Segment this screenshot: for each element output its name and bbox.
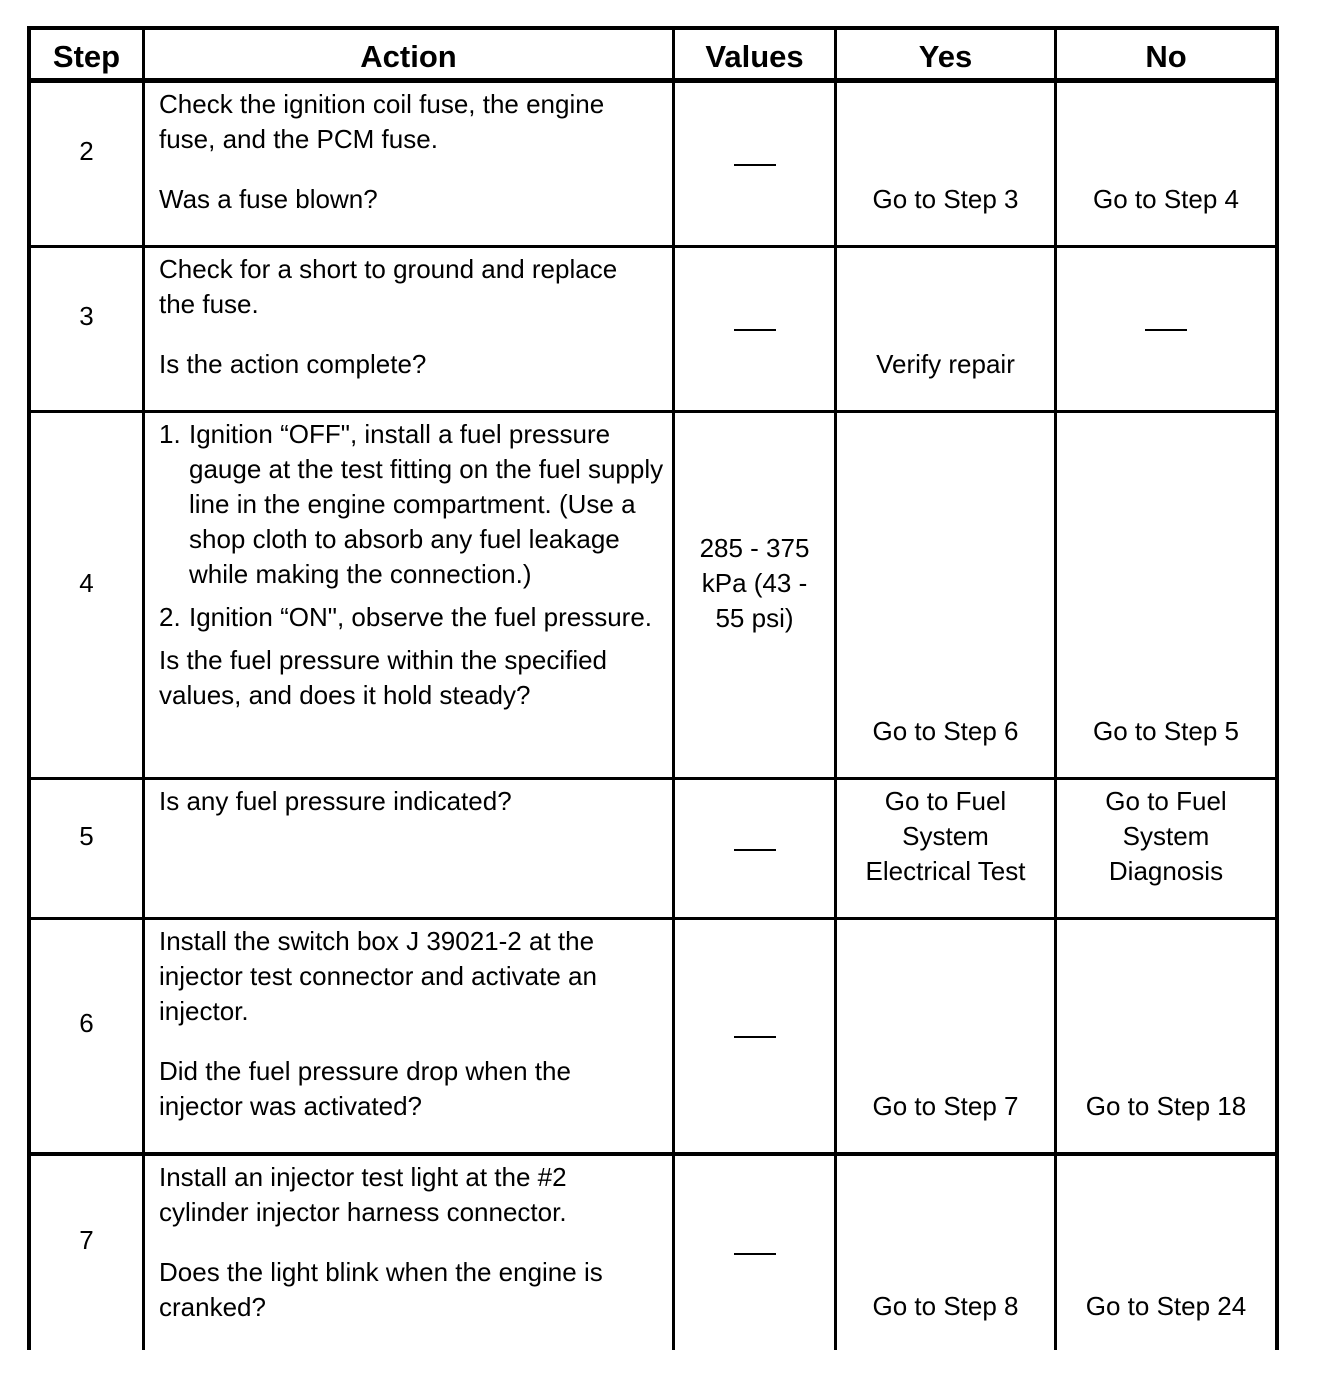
no-value-dash [1145,329,1187,331]
row-divider [27,410,1279,413]
action-cell [159,252,659,382]
action-cell [159,87,659,217]
no-value-dash [734,849,776,851]
list-item-text: Ignition “OFF", install a fuel pressure gauge at the test fitting on the fuel supply line in the engine compartment. (Use a shop cloth to absorb any fuel leakage while making the connection.) [189,419,664,589]
no-result: Go to Step 24 [1085,1291,1247,1321]
row-divider [27,1152,1279,1156]
action-instruction: Check for a short to ground and replace the fuse. [159,254,618,319]
list-item [159,600,664,635]
no-value-dash [734,164,776,166]
list-item-text: Ignition “ON", observe the fuel pressure. [189,602,653,632]
yes-result: Go to Step 6 [872,716,1019,746]
action-instruction: Install an injector test light at the #2 cylinder injector harness connector. [159,1162,567,1227]
action-steps [159,417,664,635]
no-result: Go to Step 4 [1093,184,1239,214]
header-yes: Yes [918,39,973,74]
header-divider [27,78,1279,83]
header-values: Values [705,39,804,74]
action-cell [159,417,664,713]
diagnostic-table [27,26,1279,1350]
step-number: 2 [79,136,94,166]
action-instruction: Check the ignition coil fuse, the engine fuse, and the PCM fuse. [159,89,605,154]
yes-result: Go to Fuel System Electrical Test [865,786,1026,886]
action-question: Does the light blink when the engine is cranked? [159,1257,603,1322]
no-value-dash [734,1036,776,1038]
action-question: Is the action complete? [159,349,427,379]
step-number: 3 [79,301,94,331]
list-number: 1. [159,419,181,449]
step-number: 6 [79,1008,94,1038]
list-item [159,417,664,592]
action-question: Was a fuse blown? [159,184,378,214]
list-number: 2. [159,602,181,632]
row-divider [27,245,1279,248]
no-value-dash [734,1253,776,1255]
action-cell [159,784,659,819]
yes-result: Go to Step 8 [872,1291,1019,1321]
action-cell [159,1160,639,1325]
step-number: 7 [79,1225,94,1255]
row-divider [27,777,1279,780]
yes-result: Verify repair [876,349,1015,379]
row-divider [27,917,1279,920]
header-action: Action [360,39,457,74]
no-result: Go to Step 18 [1085,1091,1247,1121]
action-instruction: Install the switch box J 39021-2 at the injector test connector and activate an injector. [159,926,597,1026]
action-question: Is the fuel pressure within the specified values, and does it hold steady? [159,645,608,710]
value-spec: 285 - 375 kPa (43 - 55 psi) [699,533,810,633]
no-result: Go to Fuel System Diagnosis [1105,786,1227,886]
yes-result: Go to Step 7 [872,1091,1019,1121]
no-value-dash [734,329,776,331]
yes-result: Go to Step 3 [872,184,1019,214]
step-number: 4 [79,568,94,598]
step-number: 5 [79,821,94,851]
action-cell [159,924,639,1124]
action-question: Did the fuel pressure drop when the injector was activated? [159,1056,571,1121]
action-question: Is any fuel pressure indicated? [159,786,512,816]
header-no: No [1145,39,1187,74]
header-step: Step [52,39,121,74]
no-result: Go to Step 5 [1093,716,1239,746]
